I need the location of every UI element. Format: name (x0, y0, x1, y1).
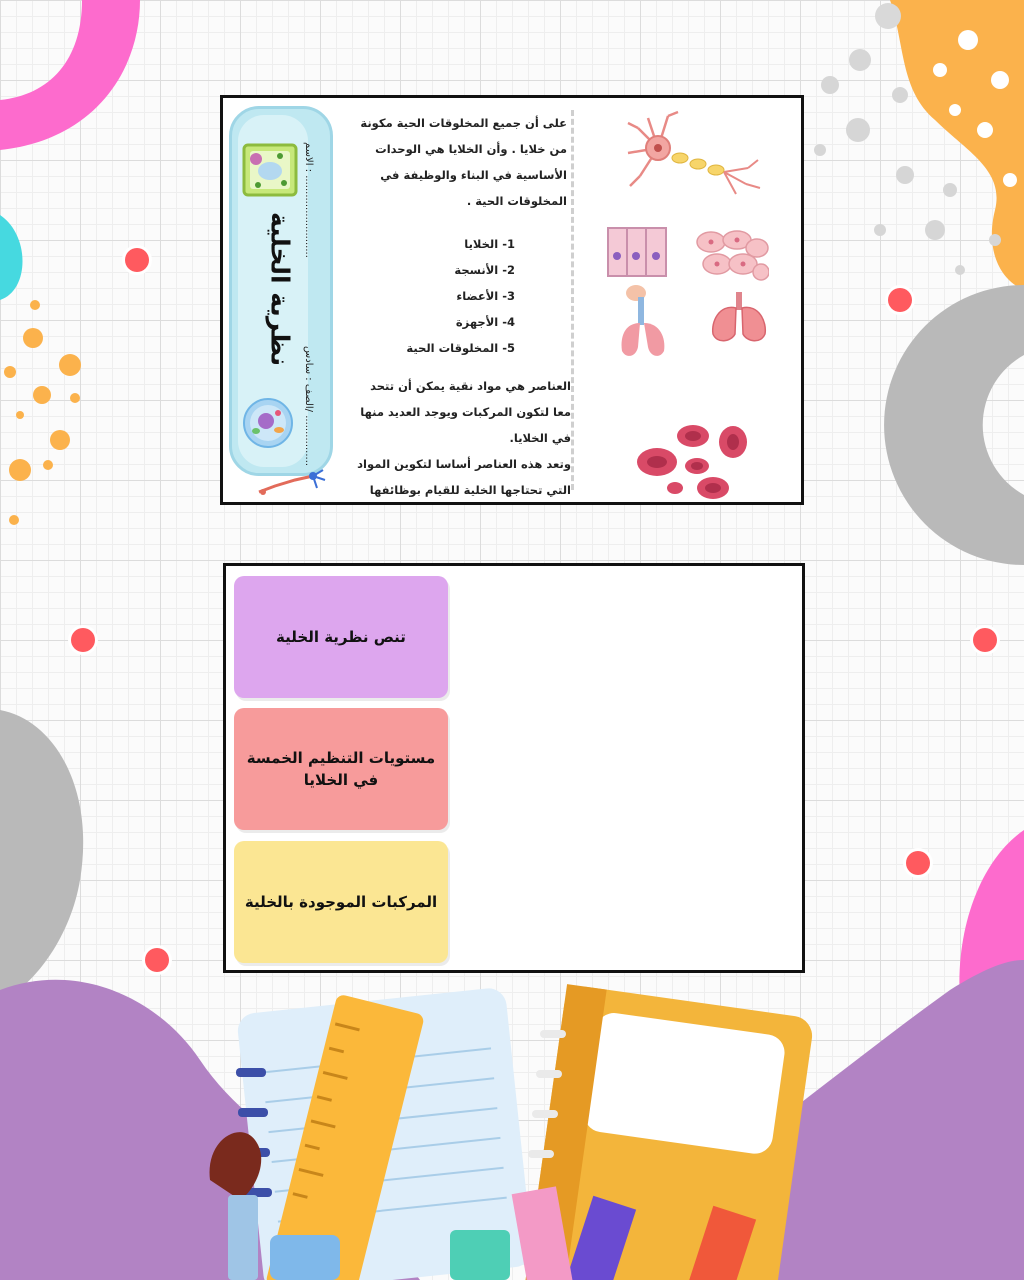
orange-blob-shape (890, 0, 1024, 290)
stationery-illustration (210, 984, 815, 1280)
class-field-label: الصف : سادس/ ................ (303, 346, 314, 467)
list-item: 3- الأعضاء (456, 289, 515, 303)
respiratory-system-icon (618, 283, 670, 363)
cell-theory-brochure (220, 95, 804, 505)
neuron-icon (618, 108, 768, 200)
list-item: 4- الأجهزة (455, 315, 515, 329)
cell-theory-states-tile (234, 576, 448, 698)
elements-line: وتعد هذه العناصر أساسا لتكوين المواد (357, 457, 571, 471)
cover-title: نظرية الخلية (265, 211, 295, 367)
tile-label: تنص نظرية الخلية (276, 628, 406, 646)
cyan-blob-shape (0, 215, 23, 300)
tissue-icon (695, 228, 769, 282)
elements-line: معا لتكون المركبات ويوجد العديد منها (360, 405, 571, 419)
list-item: 5- المخلوقات الحية (406, 341, 515, 355)
fold-divider (571, 110, 574, 490)
elements-line: العناصر هي مواد نقية يمكن أن تتحد (370, 379, 571, 393)
tile-label: مستويات التنظيم الخمسة في الخلايا (246, 749, 436, 789)
list-item: 1- الخلايا (464, 237, 515, 251)
lungs-icon (709, 290, 769, 344)
gray-leaf-shape (0, 710, 83, 1000)
animal-cell-icon (242, 397, 294, 449)
list-item: 2- الأنسجة (454, 263, 515, 277)
gray-ring-shape (884, 285, 1024, 565)
cell-compounds-tile (234, 841, 448, 963)
five-organization-levels-tile (234, 708, 448, 830)
elements-paragraph (351, 373, 571, 503)
intro-line: على أن جميع المخلوقات الحية مكونة (360, 116, 567, 130)
intro-line: الأساسية في البناء والوظيفة في (380, 168, 567, 182)
intro-line: من خلايا . وأن الخلايا هي الوحدات (375, 142, 567, 156)
elements-line: في الخلايا. (509, 431, 571, 445)
elements-line: التي تحتاجها الخلية للقيام بوظائفها (369, 483, 571, 497)
tile-label: المركبات الموجودة بالخلية (244, 893, 438, 911)
cells-icon (606, 226, 668, 278)
orange-dots-left (4, 300, 81, 525)
red-blood-cells-icon (635, 416, 751, 502)
cover-panel (229, 106, 333, 476)
lesson-summary-card (223, 563, 805, 973)
cell-theory-intro (351, 110, 567, 214)
name-field-label: الاسم : .......................... (303, 142, 314, 258)
intro-line: المخلوقات الحية . (466, 194, 567, 208)
organization-levels-list (351, 231, 515, 361)
neuron-small-icon (255, 468, 327, 498)
brochure-cover (229, 106, 337, 498)
pink-arc-shape (0, 0, 140, 150)
